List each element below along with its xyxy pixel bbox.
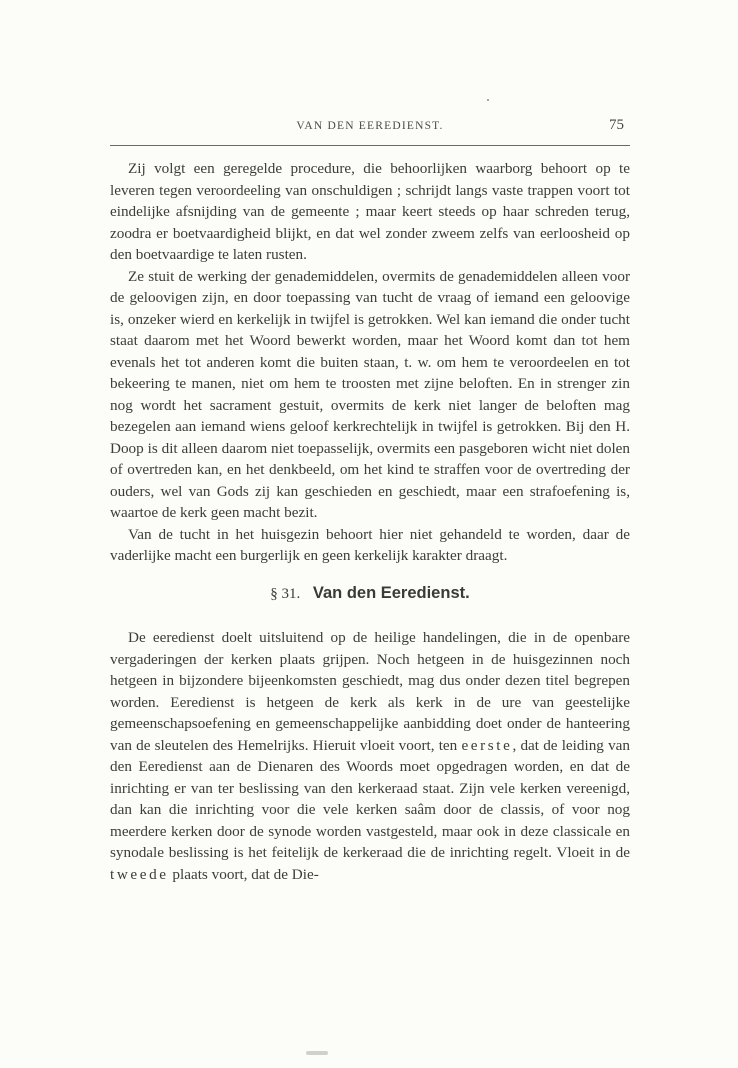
- page-smudge: [306, 1051, 328, 1055]
- header-rule: [110, 145, 630, 146]
- paragraph-4-part-3: plaats voort, dat de Die-: [172, 865, 319, 883]
- emphasis-tweede: tweede: [110, 865, 169, 883]
- running-head: VAN DEN EEREDIENST.: [296, 120, 444, 132]
- page-number: 75: [609, 117, 624, 133]
- ink-speck: [487, 99, 489, 101]
- section-heading: [110, 583, 630, 606]
- section-title: Van den Eeredienst.: [312, 583, 470, 602]
- paragraph-4-part-2: , dat de leiding van den Eeredienst aan de Dienaren des Woords moet opgedragen worden, en dat de inrichting er van ter beslissing van den kerkeraad staat. Zijn vele kerken vereenigd, dan kan die inrichting voor die vele kerken saâm door de classis, of voor nog meerdere kerken door de synode worden vastgesteld, maar ook in deze classicale en synodale beslissing is het feitelijk de kerkeraad die de inrichting regelt. Vloeit in de: [110, 736, 630, 861]
- body-text: [110, 158, 630, 885]
- paragraph-1: Zij volgt een geregelde procedure, die behoorlijken waarborg behoort op te leveren tegen veroordeeling van onschuldigen ; schrijdt langs vaste trappen voort tot eindelijke afsnijding van de gemeente ; maar keert steeds op haar schreden terug, zoodra er boetvaardigheid blijkt, en dat wel zonder zweem zelfs van eerloosheid op den boetvaardige te laten rusten.: [110, 160, 630, 263]
- emphasis-eerste: eerste: [461, 736, 513, 754]
- paragraph-3: Van de tucht in het huisgezin behoort hier niet gehandeld te worden, daar de vaderlijke macht een burgerlijk en geen kerkelijk karakter draagt.: [110, 525, 630, 564]
- paragraph-4: [110, 627, 630, 885]
- paragraph-2: Ze stuit de werking der genademiddelen, overmits de genademiddelen alleen voor de geloovigen zijn, en door toepassing van tucht de vraag of iemand een geloovige is, onzeker wierd en kerkelijk in twijfel is getrokken. Wel kan iemand die onder tucht staat daarom met het Woord bewerkt worden, maar het Woord komt dan tot hem evenals het tot anderen komt die buiten staan, t. w. om hem te veroordeelen en tot bekeering te manen, niet om hem te troosten met zijne beloften. En in strenger zin nog wordt het sacrament gestuit, overmits de kerk niet langer de beloften mag bezegelen aan iemand wiens geloof kerkrechtelijk in twijfel is getrokken. Bij den H. Doop is dit alleen daarom niet toepasselijk, overmits een pasgeboren wicht niet dolen of overtreden kan, en het denkbeeld, om het kind te straffen voor de overtreding der ouders, wel van Gods zij kan geschieden en geschiedt, maar een strafoefening is, waartoe de kerk geen macht bezit.: [110, 267, 630, 521]
- paragraph-4-part-1: De eeredienst doelt uitsluitend op de heilige handelingen, die in de openbare vergaderingen der kerken plaats grijpen. Noch hetgeen in de huisgezinnen noch hetgeen in bijzondere bijeenkomsten geschiedt, mag dus onder dezen titel begrepen worden. Eeredienst is hetgeen de kerk als kerk in de ure van geestelijke gemeenschapsoefening en gemeenschappelijke aanbidding doet onder de hanteering van de sleutelen des Hemelrijks. Hieruit vloeit voort, ten: [110, 629, 630, 754]
- section-number: § 31.: [270, 585, 301, 602]
- page-header: [110, 117, 630, 142]
